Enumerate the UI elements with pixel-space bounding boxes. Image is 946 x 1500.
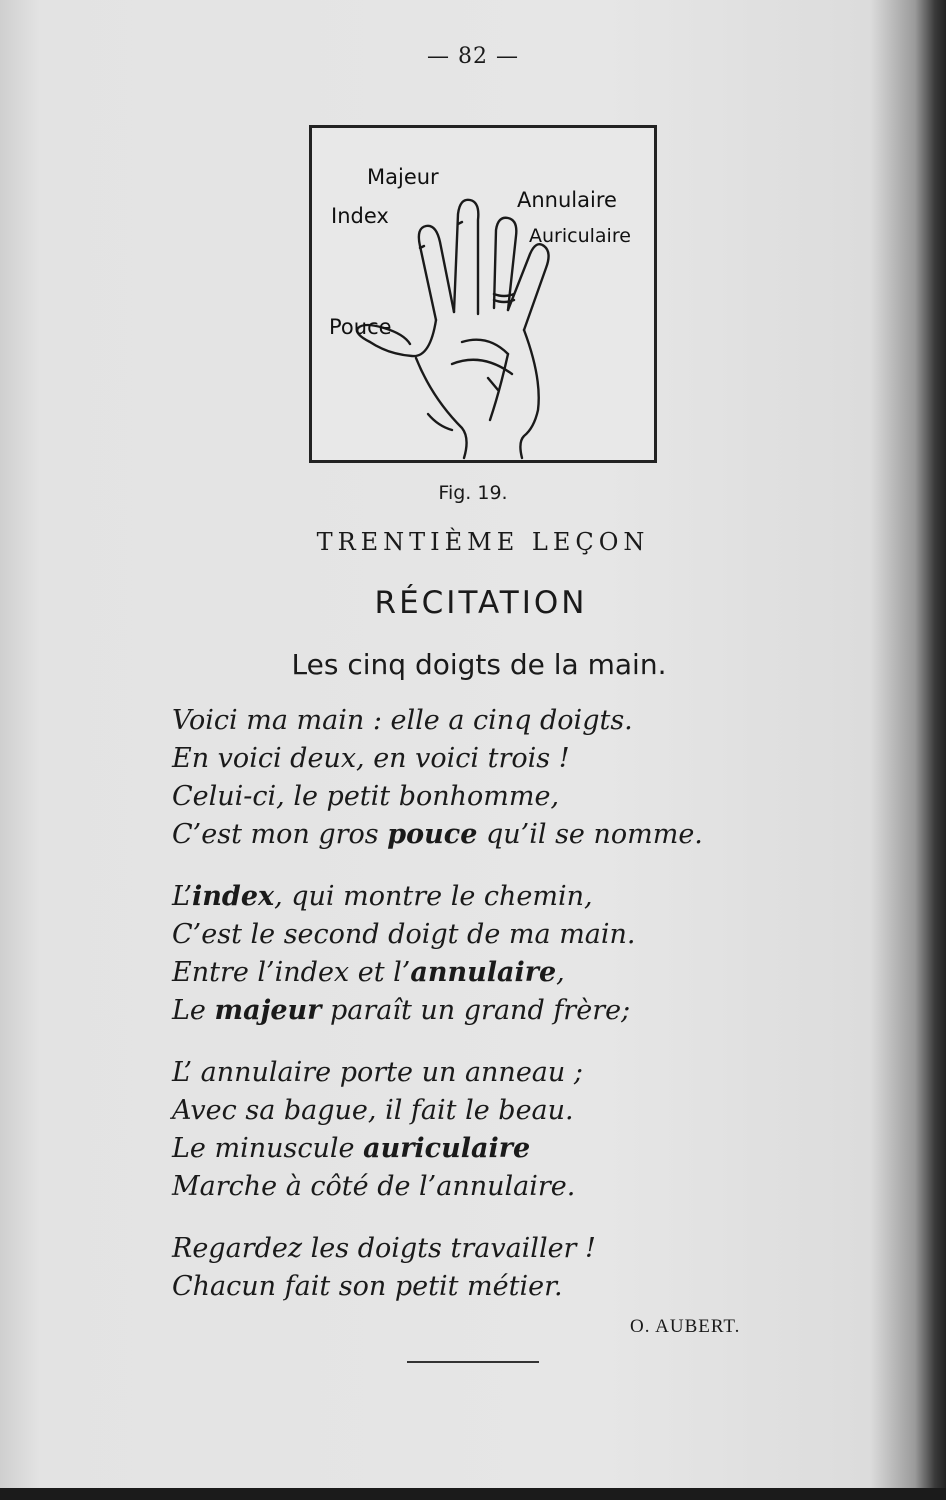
poem-line: Entre l’index et l’annulaire, — [172, 957, 565, 988]
poem-line: Celui-ci, le petit bonhomme, — [172, 781, 560, 812]
hand-figure — [309, 125, 657, 463]
label-auriculaire: Auriculaire — [529, 225, 631, 247]
poem-line: Voici ma main : elle a cinq doigts. — [172, 705, 633, 736]
label-pouce: Pouce — [329, 315, 392, 339]
poem-title: Les cinq doigts de la main. — [291, 648, 667, 681]
poem-line: L’index, qui montre le chemin, — [172, 881, 593, 912]
author: O. AUBERT. — [630, 1316, 741, 1337]
hand-illustration — [312, 128, 654, 460]
poem-line: Regardez les doigts travailler ! — [172, 1233, 596, 1264]
stanza-3 — [172, 1054, 812, 1206]
poem-line: C’est le second doigt de ma main. — [172, 919, 636, 950]
poem-line: En voici deux, en voici trois ! — [172, 743, 570, 774]
stanza-2 — [172, 878, 812, 1030]
poem-line: Chacun fait son petit métier. — [172, 1271, 563, 1302]
section-heading: RÉCITATION — [374, 585, 588, 621]
label-majeur: Majeur — [367, 165, 439, 189]
page-edge — [0, 1488, 946, 1500]
divider — [407, 1361, 539, 1363]
poem-line: Marche à côté de l’annulaire. — [172, 1171, 576, 1202]
page-number: — 82 — — [427, 44, 519, 69]
figure-caption: Fig. 19. — [438, 482, 508, 504]
poem-line: C’est mon gros pouce qu’il se nomme. — [172, 819, 703, 850]
stanza-1 — [172, 702, 812, 854]
stanza-4 — [172, 1230, 812, 1306]
poem-line: Le minuscule auriculaire — [172, 1133, 531, 1164]
label-index: Index — [331, 204, 389, 228]
poem-line: L’ annulaire porte un anneau ; — [172, 1057, 583, 1088]
lesson-title: TRENTIÈME LEÇON — [316, 528, 650, 556]
poem — [172, 702, 812, 1306]
poem-line: Avec sa bague, il fait le beau. — [172, 1095, 574, 1126]
poem-line: Le majeur paraît un grand frère; — [172, 995, 631, 1026]
label-annulaire: Annulaire — [517, 188, 617, 212]
